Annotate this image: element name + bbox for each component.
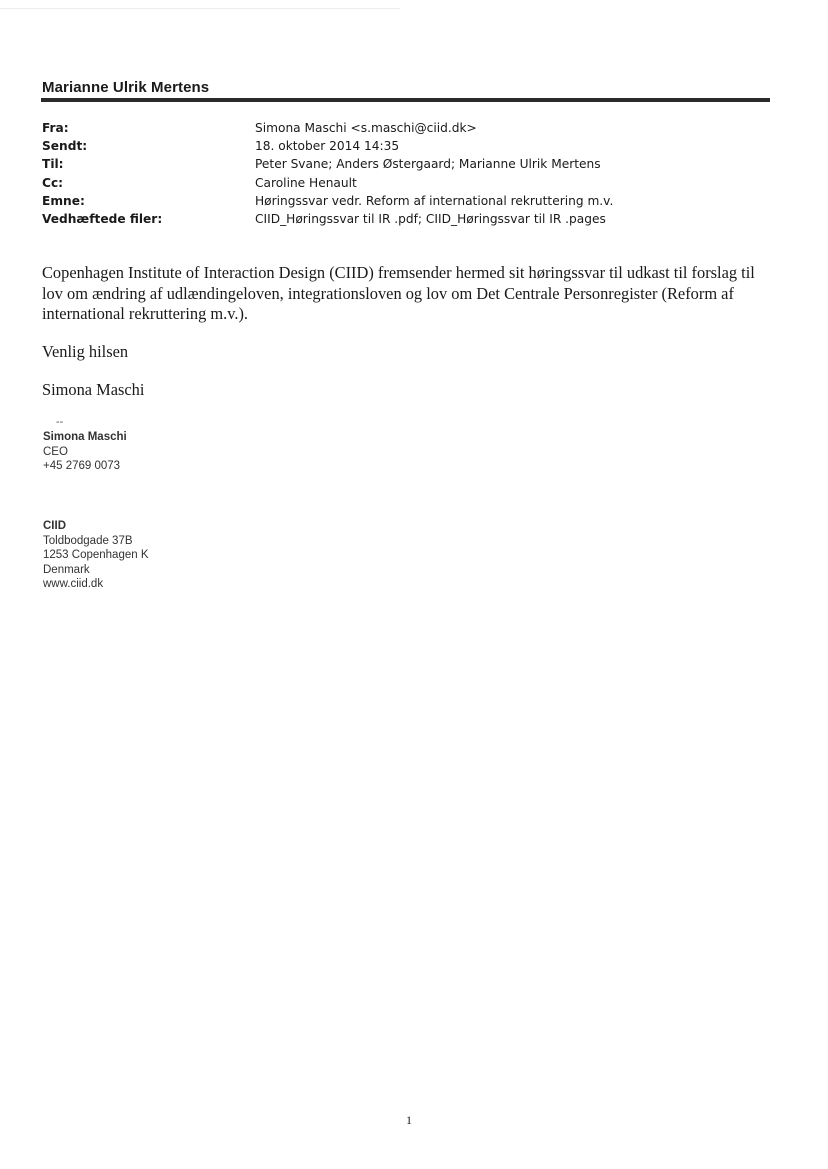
subject-value: Høringssvar vedr. Reform af international rekruttering m.v.	[255, 193, 614, 208]
recipients-value: Peter Svane; Anders Østergaard; Marianne Ulrik Mertens	[255, 157, 601, 172]
signature-name: Simona Maschi	[43, 431, 127, 443]
header-label: Emne:	[42, 193, 85, 208]
cc-value: Caroline Henault	[255, 175, 357, 190]
mailbox-owner-name: Marianne Ulrik Mertens	[42, 79, 210, 96]
company-website[interactable]: www.ciid.dk	[43, 578, 104, 590]
header-row-subject	[42, 193, 613, 211]
header-row-from	[42, 120, 613, 138]
email-body	[42, 263, 782, 325]
body-line: lov om ændring af udlændingeloven, integrationsloven og lov om Det Centrale Personregister (Reform af	[42, 283, 734, 303]
company-country: Denmark	[43, 563, 90, 576]
sent-date-value: 18. oktober 2014 14:35	[255, 139, 400, 154]
sender-value: Simona Maschi <s.maschi@ciid.dk>	[255, 121, 477, 135]
company-city: 1253 Copenhagen K	[43, 549, 149, 561]
company-name: CIID	[43, 520, 66, 532]
body-line: international rekruttering m.v.).	[42, 304, 249, 323]
header-label: Cc:	[42, 175, 64, 190]
signature-phone: +45 2769 0073	[43, 460, 121, 472]
scan-edge-line	[0, 8, 400, 9]
attachments-value: CIID_Høringssvar til IR .pdf; CIID_Høringssvar til IR .pages	[255, 211, 606, 226]
header-label: Sendt:	[42, 139, 88, 154]
email-headers	[42, 120, 613, 229]
body-line: Copenhagen Institute of Interaction Design (CIID) fremsender hermed sit høringssvar til udkast til forslag til	[42, 263, 755, 282]
closing-greeting: Venlig hilsen	[42, 342, 129, 361]
signature-person	[43, 430, 127, 474]
header-label: Fra:	[42, 121, 69, 135]
signature-company	[43, 519, 149, 592]
header-row-sent	[42, 138, 613, 156]
header-row-cc	[42, 175, 613, 193]
closing-name: Simona Maschi	[42, 380, 145, 399]
header-divider	[41, 98, 770, 102]
signature-separator: --	[56, 416, 64, 428]
signature-title: CEO	[43, 445, 68, 458]
header-label: Til:	[42, 157, 64, 172]
header-label: Vedhæftede filer:	[42, 211, 163, 226]
company-street: Toldbodgade 37B	[43, 534, 133, 547]
header-row-to	[42, 156, 613, 174]
header-row-attachments	[42, 211, 613, 229]
page-number: 1	[406, 1113, 412, 1127]
